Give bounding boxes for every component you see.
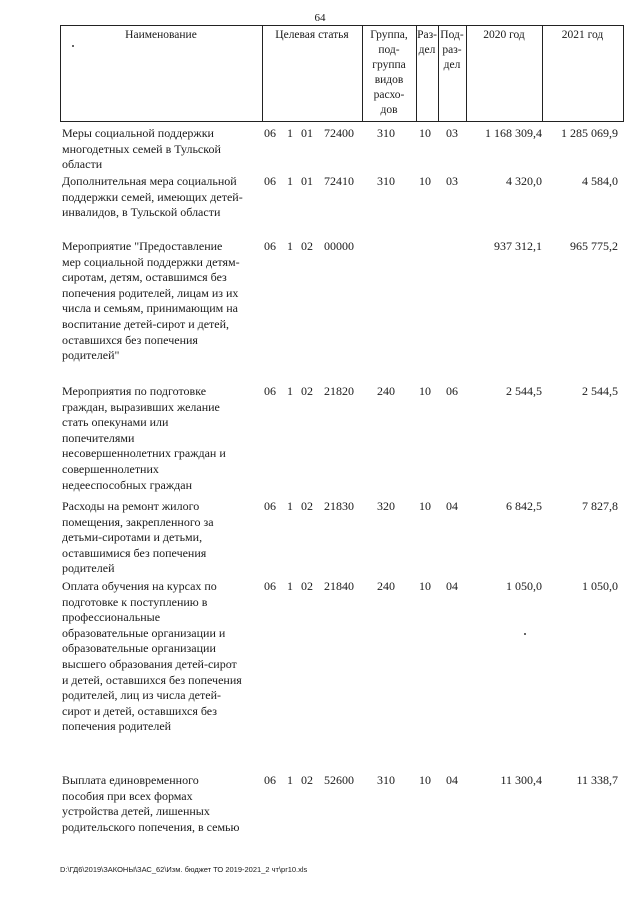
- scan-speck: [72, 45, 74, 47]
- value-2021: 1 285 069,9: [561, 126, 618, 140]
- group-code: 240: [377, 384, 395, 398]
- table-header: [60, 25, 624, 121]
- row-name: Выплата единовременного пособия при всех формах устройства детей, лишенных родительского попечения, в семью: [62, 773, 240, 834]
- target-code-2: 1: [287, 174, 293, 188]
- target-code-1: 06: [264, 773, 276, 787]
- header-group: Группа, под- группа видов расхо- дов: [370, 29, 408, 116]
- target-code-2: 1: [287, 384, 293, 398]
- header-bottom-border: [60, 121, 624, 122]
- subsection-code: 06: [446, 384, 458, 398]
- value-2021: 11 338,7: [576, 773, 618, 787]
- target-code-1: 06: [264, 384, 276, 398]
- target-code-2: 1: [287, 579, 293, 593]
- section-code: 10: [419, 126, 431, 140]
- page-number: 64: [314, 12, 326, 24]
- target-code-1: 06: [264, 174, 276, 188]
- target-code-3: 02: [301, 579, 313, 593]
- group-code: 310: [377, 773, 395, 787]
- scan-speck: [524, 633, 526, 635]
- section-code: 10: [419, 499, 431, 513]
- value-2020: 11 300,4: [500, 773, 542, 787]
- subsection-code: 04: [446, 499, 458, 513]
- value-2021: 1 050,0: [582, 579, 618, 593]
- row-name: Оплата обучения на курсах по подготовке к поступлению в профессиональные образовательные организации и образовательные организации высшего образования детей-сирот и детей, оставшихся без попечения родителей, лиц из числа детей- сирот и детей, оставшихся без попечения родителей: [62, 579, 242, 734]
- target-code-1: 06: [264, 239, 276, 253]
- value-2020: 937 312,1: [494, 239, 542, 253]
- section-code: 10: [419, 174, 431, 188]
- subsection-code: 03: [446, 174, 458, 188]
- value-2021: 7 827,8: [582, 499, 618, 513]
- target-code-2: 1: [287, 773, 293, 787]
- value-2020: 2 544,5: [506, 384, 542, 398]
- row-name: Мероприятия по подготовке граждан, выразивших желание стать опекунами или попечителями несовершеннолетних граждан и совершеннолетних недееспособных граждан: [62, 384, 226, 492]
- target-code-3: 02: [301, 384, 313, 398]
- target-code-4: 00000: [324, 239, 354, 253]
- value-2020: 1 168 309,4: [485, 126, 542, 140]
- header-2021: 2021 год: [561, 29, 604, 41]
- subsection-code: 03: [446, 126, 458, 140]
- value-2021: 965 775,2: [570, 239, 618, 253]
- file-path-footer: D:\ГД6\2019\ЗАКОНЫ\ЗАС_62\Изм. бюджет ТО 2019-2021_2 чт\pr10.xls: [60, 865, 308, 874]
- target-code-4: 52600: [324, 773, 354, 787]
- target-code-4: 21840: [324, 579, 354, 593]
- target-code-4: 21830: [324, 499, 354, 513]
- header-target: Целевая статья: [275, 29, 349, 41]
- row-name: Расходы на ремонт жилого помещения, закрепленного за детьми-сиротами и детьми, оставшимися без попечения родителей: [62, 499, 214, 576]
- group-code: 310: [377, 126, 395, 140]
- group-code: 310: [377, 174, 395, 188]
- value-2020: 4 320,0: [506, 174, 542, 188]
- subsection-code: 04: [446, 773, 458, 787]
- target-code-2: 1: [287, 499, 293, 513]
- value-2020: 6 842,5: [506, 499, 542, 513]
- target-code-1: 06: [264, 126, 276, 140]
- header-2020: 2020 год: [483, 29, 525, 41]
- subsection-code: 04: [446, 579, 458, 593]
- target-code-3: 02: [301, 773, 313, 787]
- col-divider: [623, 25, 624, 121]
- row-name: Дополнительная мера социальной поддержки семей, имеющих детей- инвалидов, в Тульской области: [62, 174, 243, 220]
- target-code-3: 02: [301, 499, 313, 513]
- value-2021: 2 544,5: [582, 384, 618, 398]
- target-code-3: 02: [301, 239, 313, 253]
- group-code: 320: [377, 499, 395, 513]
- target-code-4: 21820: [324, 384, 354, 398]
- target-code-2: 1: [287, 239, 293, 253]
- header-top-border: [60, 25, 624, 26]
- target-code-3: 01: [301, 174, 313, 188]
- section-code: 10: [419, 384, 431, 398]
- header-subsection: Под- раз- дел: [440, 29, 464, 71]
- value-2020: 1 050,0: [506, 579, 542, 593]
- target-code-4: 72400: [324, 126, 354, 140]
- target-code-1: 06: [264, 499, 276, 513]
- target-code-2: 1: [287, 126, 293, 140]
- header-section: Раз- дел: [417, 29, 437, 56]
- target-code-1: 06: [264, 579, 276, 593]
- section-code: 10: [419, 773, 431, 787]
- target-code-4: 72410: [324, 174, 354, 188]
- row-name: Меры социальной поддержки многодетных семей в Тульской области: [62, 126, 221, 172]
- header-name: Наименование: [125, 29, 197, 41]
- section-code: 10: [419, 579, 431, 593]
- group-code: 240: [377, 579, 395, 593]
- value-2021: 4 584,0: [582, 174, 618, 188]
- target-code-3: 01: [301, 126, 313, 140]
- row-name: Мероприятие "Предоставление мер социальной поддержки детям- сиротам, детям, оставшимся без попечения родителей, лицам из их числа и семьям, принимающим на воспитание детей-сирот и детей, оставшихся без попечения родителей": [62, 239, 240, 363]
